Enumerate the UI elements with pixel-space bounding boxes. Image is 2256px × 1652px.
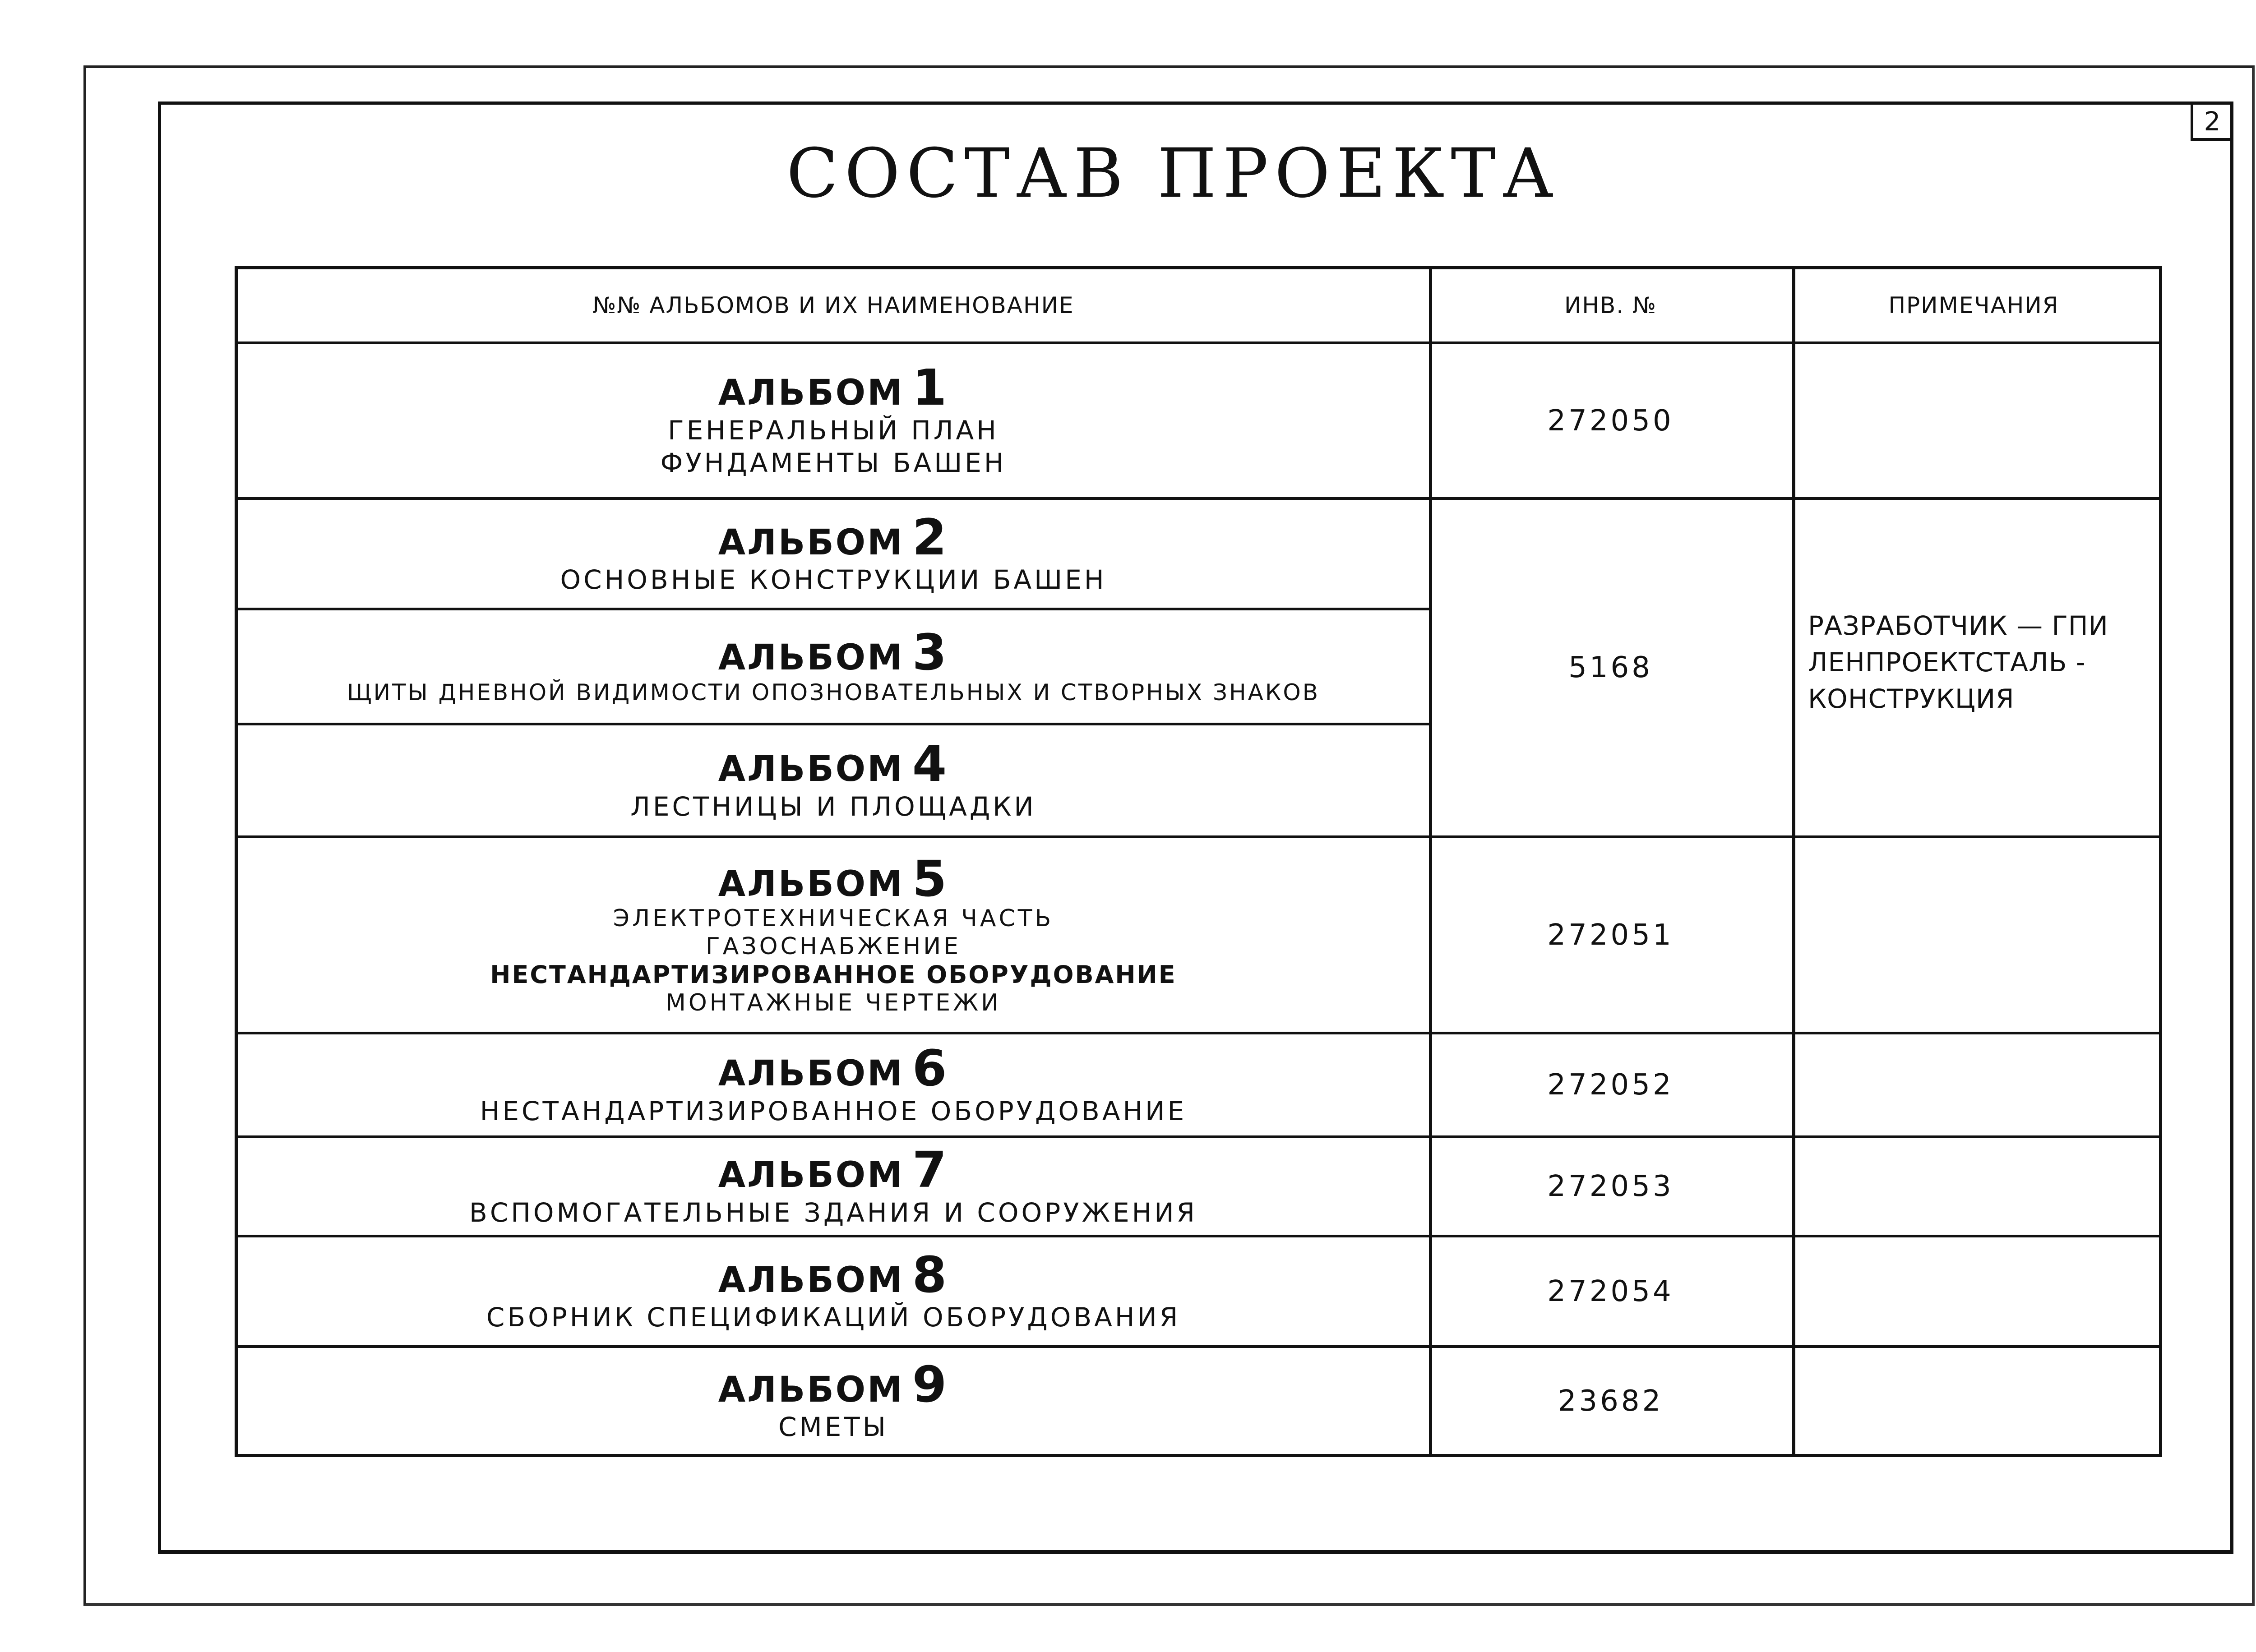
project-composition-table [235,266,2162,1457]
album-row-5 [238,838,1429,1032]
album-title: АЛЬБОМ 2 [718,508,949,566]
note-line: РАЗРАБОТЧИК — ГПИ [1808,610,2108,641]
inv-number: 272050 [1547,404,1674,438]
album-title: АЛЬБОМ 5 [718,849,949,908]
inv-number: 272053 [1547,1170,1674,1203]
album-title: АЛЬБОМ 6 [718,1039,949,1097]
album-row-7 [238,1138,1429,1235]
inv-number: 272051 [1547,918,1674,952]
album-description: ЩИТЫ ДНЕВНОЙ ВИДИМОСТИ ОПОЗНОВАТЕЛЬНЫХ И СТВОРНЫХ ЗНАКОВ [347,679,1320,706]
album-description: СМЕТЫ [778,1412,888,1442]
inv-number: 23682 [1558,1384,1664,1418]
album-title: АЛЬБОМ 8 [718,1246,949,1304]
album-description: ФУНДАМЕНТЫ БАШЕН [660,448,1007,479]
column-divider-notes [1792,269,1795,1454]
header-albums: №№ АЛЬБОМОВ И ИХ НАИМЕНОВАНИЕ [592,292,1074,318]
album-description: ОСНОВНЫЕ КОНСТРУКЦИИ БАШЕН [560,564,1107,595]
sheet-number: 2 [2191,104,2231,141]
note-line: ЛЕНПРОЕКТСТАЛЬ - [1808,647,2086,678]
album-row-8 [238,1237,1429,1345]
note-line: КОНСТРУКЦИЯ [1808,683,2015,715]
album-row-4 [238,725,1429,835]
album-title: АЛЬБОМ 3 [718,623,949,681]
inv-number: 272052 [1547,1068,1674,1102]
album-description: ЛЕСТНИЦЫ И ПЛОЩАДКИ [630,791,1036,822]
album-description: ВСПОМОГАТЕЛЬНЫЕ ЗДАНИЯ И СООРУЖЕНИЯ [469,1197,1197,1228]
page-title: СОСТАВ ПРОЕКТА [786,134,1560,213]
album-description: ГАЗОСНАБЖЕНИЕ [706,932,961,960]
album-description: НЕСТАНДАРТИЗИРОВАННОЕ ОБОРУДОВАНИЕ [480,1095,1187,1126]
album-description: МОНТАЖНЫЕ ЧЕРТЕЖИ [665,989,1001,1016]
album-title: АЛЬБОМ 4 [718,735,949,793]
album-row-9 [238,1348,1429,1454]
inv-number: 5168 [1568,651,1653,684]
album-description: НЕСТАНДАРТИЗИРОВАННОЕ ОБОРУДОВАНИЕ [490,960,1177,989]
developer-note [1797,608,2153,718]
album-title: АЛЬБОМ 7 [718,1141,949,1199]
header-notes: ПРИМЕЧАНИЯ [1888,292,2059,318]
album-title: АЛЬБОМ 1 [718,359,949,417]
header-inv-number: ИНВ. № [1564,292,1657,318]
album-row-6 [238,1034,1429,1135]
inv-number: 272054 [1547,1274,1674,1308]
album-description: СБОРНИК СПЕЦИФИКАЦИЙ ОБОРУДОВАНИЯ [486,1302,1181,1333]
album-description: ГЕНЕРАЛЬНЫЙ ПЛАН [668,415,999,446]
album-row-3 [238,610,1429,723]
album-description: ЭЛЕКТРОТЕХНИЧЕСКАЯ ЧАСТЬ [613,905,1054,932]
album-title: АЛЬБОМ 9 [718,1355,949,1413]
album-row-1 [238,344,1429,497]
album-row-2 [238,500,1429,608]
